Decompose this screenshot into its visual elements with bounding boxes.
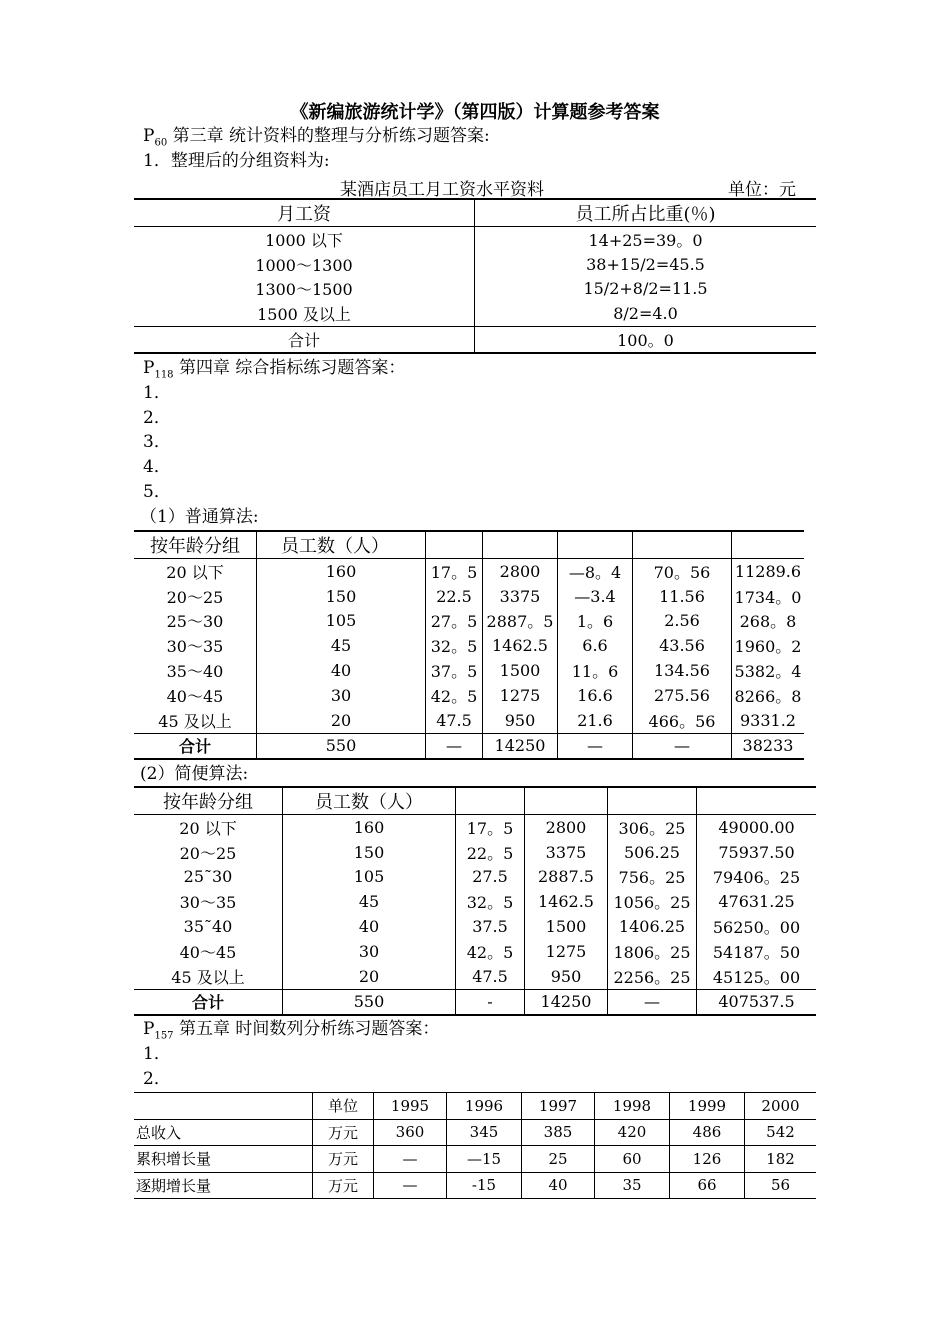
table-cell: 20: [330, 710, 352, 730]
table-cell: 17。5: [426, 559, 483, 584]
table-cell: 47.5: [426, 708, 483, 733]
table-cell: 950: [525, 964, 608, 989]
table-cell: 420: [595, 1119, 670, 1146]
table-cell: 20 以下: [134, 559, 257, 584]
table-cell: 42。5: [426, 683, 483, 708]
table-cell: 75937.50: [718, 842, 795, 862]
table-row: [134, 939, 816, 964]
header-cell: 单位: [313, 1093, 374, 1120]
table-cell: 3375: [525, 840, 608, 865]
table-cell: 万元: [313, 1172, 374, 1199]
table-cell: 49000.00: [697, 815, 817, 840]
table-cell: 70。56: [633, 559, 732, 584]
table-cell: 20: [358, 966, 380, 986]
table-cell: 1462.5: [483, 633, 558, 658]
header-cell: 1999: [670, 1093, 745, 1120]
table-row: [134, 865, 816, 890]
table-cell: 11.56: [633, 584, 732, 609]
table-cell: 160: [257, 559, 426, 584]
table-cell: 6.6: [558, 633, 633, 658]
table-cell: 126: [670, 1146, 745, 1173]
table-cell: 1300～1500: [134, 277, 475, 302]
table-cell: —: [374, 1146, 447, 1173]
table-cell: 160: [283, 815, 456, 840]
header-cell: [558, 531, 633, 559]
table-cell: 506.25: [608, 840, 697, 865]
time-series-table: [134, 1092, 816, 1199]
table-header-row: [134, 1093, 816, 1120]
table-cell: 37.5: [456, 914, 525, 939]
table-cell: 66: [670, 1172, 745, 1199]
table-row: [134, 1146, 816, 1173]
item-number: 5．: [143, 482, 171, 502]
table-cell: 15/2+8/2=11.5: [583, 279, 708, 299]
page-number: 118: [154, 369, 174, 381]
table-cell: 1000～1300: [134, 252, 475, 277]
table-cell: 60: [595, 1146, 670, 1173]
table-cell: 27.5: [456, 865, 525, 890]
table-cell: 134.56: [633, 658, 732, 683]
table-cell: 8/2=4.0: [613, 304, 678, 324]
table-cell: 40: [330, 661, 352, 681]
table-cell: 8266。8: [734, 686, 802, 706]
table-cell: —8。4: [558, 559, 633, 584]
age-table-normal: [134, 530, 804, 760]
header-cell: [525, 787, 608, 815]
table-cell: 360: [374, 1119, 447, 1146]
table-row: [134, 301, 816, 326]
header-cell: 按年龄分组: [134, 531, 257, 559]
table-row: [134, 559, 804, 584]
header-cell: 1995: [374, 1093, 447, 1120]
chapter-title: 第四章 综合指标练习题答案：: [178, 358, 406, 378]
header-cell: [633, 531, 732, 559]
table-cell: 542: [745, 1119, 817, 1146]
table-cell: 268。8: [739, 612, 797, 632]
chapter-title: 第五章 时间数列分析练习题答案：: [178, 1019, 440, 1039]
table-cell: 56: [745, 1172, 817, 1199]
table-header-row: [134, 531, 804, 559]
table-cell: 1734。0: [734, 587, 802, 607]
page-prefix: P: [143, 358, 155, 378]
table-cell: 35: [595, 1172, 670, 1199]
table-cell: 1。6: [558, 609, 633, 634]
table-cell: 38+15/2=45.5: [586, 254, 705, 274]
table-cell: 25˜30: [134, 865, 283, 890]
item-number: 1．: [143, 1044, 171, 1064]
table-cell: 1806。25: [608, 939, 697, 964]
page-title: 《新编旅游统计学》（第四版）计算题参考答案: [290, 102, 660, 123]
chapter-5-heading: [143, 1017, 439, 1048]
table-cell: 1275: [525, 939, 608, 964]
header-cell: 1996: [447, 1093, 522, 1120]
table-cell: 275.56: [633, 683, 732, 708]
table-cell: 1960。2: [734, 637, 802, 657]
table-cell: 32。5: [456, 889, 525, 914]
table-cell: 20～25: [134, 840, 283, 865]
header-cell: 2000: [745, 1093, 817, 1120]
header-cell: 员工数（人）: [283, 787, 456, 815]
table-cell: 1500 及以上: [134, 301, 475, 326]
table-cell: 56250。00: [712, 918, 801, 938]
table-row: [134, 914, 816, 939]
header-cell: 1997: [522, 1093, 595, 1120]
table-row: [134, 1119, 816, 1146]
table-cell: 3375: [483, 584, 558, 609]
table-cell: 5382。4: [734, 662, 802, 682]
header-cell: 月工资: [134, 199, 475, 227]
table-cell: 182: [745, 1146, 817, 1173]
table-cell: 2800: [525, 815, 608, 840]
table-cell: 345: [447, 1119, 522, 1146]
table-cell: 1500: [525, 914, 608, 939]
table-cell: 550: [283, 989, 456, 1015]
question-1: 1．整理后的分组资料为:: [143, 151, 330, 171]
table-cell: 486: [670, 1119, 745, 1146]
table-cell: 11289.6: [732, 559, 805, 584]
table-cell: 150: [353, 842, 385, 862]
table-cell: —15: [447, 1146, 522, 1173]
table-cell: 2887。5: [483, 609, 558, 634]
method-2-label: (2）简便算法:: [140, 764, 249, 784]
table-cell: —: [426, 733, 483, 759]
table-cell: 43.56: [633, 633, 732, 658]
table-cell: 2887.5: [525, 865, 608, 890]
table-cell: 25～30: [134, 609, 257, 634]
table-cell: -: [456, 989, 525, 1015]
page-number: 157: [154, 1030, 174, 1042]
total-row: [134, 733, 804, 759]
total-row: [134, 327, 816, 353]
table-row: [134, 889, 816, 914]
table-row: [134, 658, 804, 683]
table-cell: 20 以下: [134, 815, 283, 840]
table-cell: 27。5: [426, 609, 483, 634]
table-cell: 45: [358, 892, 380, 912]
table-cell: 35˜40: [134, 914, 283, 939]
table-cell: —3.4: [558, 584, 633, 609]
total-row: [134, 989, 816, 1015]
table-row: [134, 277, 816, 302]
table-header-row: [134, 787, 816, 815]
table-row: [134, 840, 816, 865]
table-cell: 32。5: [426, 633, 483, 658]
table-cell: 17。5: [456, 815, 525, 840]
table-cell: 30: [330, 685, 352, 705]
table-row: [134, 227, 816, 252]
table-cell: 总收入: [134, 1119, 313, 1146]
table-cell: 950: [483, 708, 558, 733]
table-cell: 1500: [483, 658, 558, 683]
chapter-4-heading: [143, 356, 405, 387]
table-row: [134, 609, 804, 634]
table-cell: 37。5: [426, 658, 483, 683]
table-cell: 1275: [483, 683, 558, 708]
table-cell: 756。25: [608, 865, 697, 890]
header-cell: 员工数（人）: [257, 531, 426, 559]
table-cell: 45125。00: [712, 967, 801, 987]
table-cell: 385: [522, 1119, 595, 1146]
table-cell: 30: [358, 941, 380, 961]
table-row: [134, 683, 804, 708]
salary-table: [134, 198, 816, 354]
item-number: 1．: [143, 383, 171, 403]
table-cell: 1462.5: [525, 889, 608, 914]
table-cell: 40: [522, 1172, 595, 1199]
table-cell: 14250: [525, 989, 608, 1015]
table-row: [134, 964, 816, 989]
header-cell: [134, 1093, 313, 1120]
header-cell: [608, 787, 697, 815]
table-cell: 407537.5: [697, 989, 817, 1015]
table-cell: 1000 以下: [134, 227, 475, 252]
table-cell: 25: [522, 1146, 595, 1173]
table-cell: 105: [353, 867, 385, 887]
table-cell: 45 及以上: [134, 964, 283, 989]
table-cell: 30～35: [134, 633, 257, 658]
table-cell: 2256。25: [608, 964, 697, 989]
table-cell: 100。0: [475, 327, 817, 353]
page-prefix: P: [143, 126, 155, 146]
table-row: [134, 708, 804, 733]
table-cell: —: [374, 1172, 447, 1199]
table-cell: 42。5: [456, 939, 525, 964]
table-caption: 某酒店员工月工资水平资料: [340, 180, 544, 200]
item-number: 2．: [143, 408, 171, 428]
table-cell: 1056。25: [608, 889, 697, 914]
table-cell: 35～40: [134, 658, 257, 683]
page-prefix: P: [143, 1019, 155, 1039]
table-cell: 21.6: [558, 708, 633, 733]
table-cell: 40～45: [134, 683, 257, 708]
header-cell: 1998: [595, 1093, 670, 1120]
page-number: 60: [154, 137, 168, 149]
table-cell: 22。5: [456, 840, 525, 865]
header-cell: [483, 531, 558, 559]
chapter-title: 第三章 统计资料的整理与分析练习题答案:: [172, 126, 490, 146]
item-number: 4．: [143, 457, 171, 477]
table-cell: 79406。25: [712, 868, 801, 888]
table-cell: 合计: [134, 327, 475, 353]
table-row: [134, 815, 816, 840]
table-cell: 306。25: [608, 815, 697, 840]
table-cell: 14+25=39。0: [475, 227, 817, 252]
method-1-label: （1）普通算法:: [140, 507, 259, 527]
table-cell: 40: [358, 917, 380, 937]
table-cell: -15: [447, 1172, 522, 1199]
table-cell: 45 及以上: [134, 708, 257, 733]
header-cell: [697, 787, 817, 815]
table-cell: 47.5: [456, 964, 525, 989]
table-cell: 466。56: [633, 708, 732, 733]
table-cell: 550: [257, 733, 426, 759]
table-cell: 47631.25: [718, 892, 795, 912]
table-cell: 30～35: [134, 889, 283, 914]
table-cell: —: [608, 989, 697, 1015]
header-cell: [426, 531, 483, 559]
table-cell: —: [633, 733, 732, 759]
table-cell: 万元: [313, 1146, 374, 1173]
table-cell: 2800: [483, 559, 558, 584]
table-cell: 20～25: [134, 584, 257, 609]
header-cell: 按年龄分组: [134, 787, 283, 815]
table-cell: 105: [325, 611, 357, 631]
table-cell: 54187。50: [712, 942, 801, 962]
table-cell: 14250: [483, 733, 558, 759]
age-table-simplified: [134, 786, 816, 1016]
table-cell: 22.5: [426, 584, 483, 609]
table-row: [134, 252, 816, 277]
table-cell: 150: [325, 586, 357, 606]
table-row: [134, 633, 804, 658]
table-cell: 逐期增长量: [134, 1172, 313, 1199]
table-cell: 45: [330, 636, 352, 656]
table-row: [134, 1172, 816, 1199]
table-cell: 累积增长量: [134, 1146, 313, 1173]
table-cell: 2.56: [633, 609, 732, 634]
table-cell: 万元: [313, 1119, 374, 1146]
table-cell: 11。6: [558, 658, 633, 683]
table-header-row: [134, 199, 816, 227]
table-cell: 40～45: [134, 939, 283, 964]
unit-label: 单位：元: [728, 180, 796, 200]
table-cell: —: [558, 733, 633, 759]
table-row: [134, 584, 804, 609]
table-cell: 38233: [732, 733, 805, 759]
header-cell: [456, 787, 525, 815]
table-cell: 1406.25: [608, 914, 697, 939]
item-number: 2．: [143, 1069, 171, 1089]
header-cell: [732, 531, 805, 559]
table-cell: 合计: [134, 733, 257, 759]
header-cell: 员工所占比重(％): [475, 199, 817, 227]
table-cell: 9331.2: [740, 710, 796, 730]
item-number: 3．: [143, 432, 171, 452]
table-cell: 16.6: [558, 683, 633, 708]
table-cell: 合计: [134, 989, 283, 1015]
